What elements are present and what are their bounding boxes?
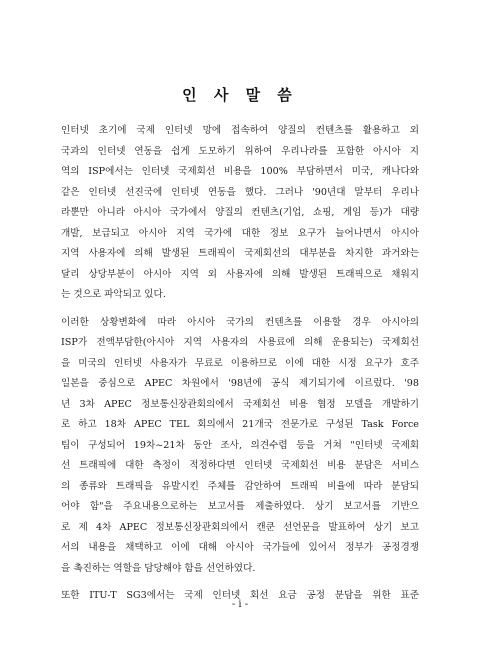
page-title: 인 사 말 씀 [182, 86, 298, 104]
text-line: 선 트래픽에 대한 측정이 적정하다면 인터넷 국제회선 비용 분담은 서비스 [61, 460, 419, 471]
text-line: 의 종류와 트래픽을 유발시킨 주체를 감안하여 트래픽 비율에 따라 분담되 [61, 480, 419, 492]
document-body [61, 121, 419, 614]
page-number: - i - [231, 599, 249, 610]
text-line: 서의 내용을 채택하고 이에 대해 아시아 국가들에 있어서 정부가 공정경쟁 [61, 542, 419, 553]
text-line: 팀이 구성되어 19차~21차 동안 조사, 의견수렴 등을 거쳐 "인터넷 국제회 [61, 439, 419, 451]
text-line: 역의 ISP에서는 인터넷 국제회선 비용을 100% 부담하면서 미국, 캐나다와 [61, 166, 419, 177]
text-line: 일본을 중심으로 APEC 차원에서 '98년에 공식 제기되기에 이르렀다. '98 [61, 378, 419, 389]
text-line: 같은 인터넷 선진국에 인터넷 연동을 했다. 그러나 '90년대 말부터 우리나 [61, 186, 419, 198]
text-line: 어야 함"을 주요내용으로하는 보고서를 제출하였다. 상기 보고서를 기반으 [61, 501, 419, 512]
text-line: 이러한 상황변화에 따라 아시아 국가의 컨텐츠를 이용할 경우 아시아의 [61, 316, 419, 328]
text-line: 을 미국의 인터넷 사용자가 무료로 이용하므로 이에 대한 시정 요구가 호주 [61, 357, 419, 369]
paragraph-1 [61, 121, 419, 306]
text-line: 지역 사용자에 의해 발생된 트래픽이 국제회선의 대부분을 차지한 과거와는 [61, 248, 419, 259]
text-line: 국과의 인터넷 연동을 쉽게 도모하기 위하여 우리나라를 포함한 아시아 지 [61, 145, 419, 157]
text-line: 개발, 보급되고 아시아 지역 국가에 대한 정보 요구가 늘어나면서 아시아 [61, 227, 419, 239]
text-line: 달리 상당부분이 아시아 지역 외 사용자에 의해 발생된 트래픽으로 채워지 [61, 268, 419, 280]
paragraph-2 [61, 313, 419, 580]
text-line: ISP가 전액부담한(아시아 지역 사용자의 사용료에 의해 운용되는) 국제회선 [61, 337, 419, 348]
text-line: 는 것으로 파악되고 있다. [61, 289, 166, 300]
text-line: 로 하고 18차 APEC TEL 회의에서 21개국 전문가로 구성된 Task Force [61, 419, 419, 430]
text-line: 또한 ITU-T SG3에서는 국제 인터넷 회선 요금 공정 분담을 위한 표준 [61, 590, 419, 601]
text-line: 을 촉진하는 역할을 담당해야 함을 선언하였다. [61, 562, 256, 574]
text-line: 인터넷 초기에 국제 인터넷 망에 접속하여 양질의 컨텐츠를 활용하고 외 [61, 125, 419, 136]
text-line: 로 제 4차 APEC 정보통신장관회의에서 캔쿤 선언문을 발표하여 상기 보고 [61, 521, 419, 533]
text-line: 라뿐만 아니라 아시아 국가에서 양질의 컨텐츠(기업, 쇼핑, 게임 등)가 대량 [61, 207, 419, 218]
text-line: 년 3차 APEC 정보통신장관회의에서 국제회선 비용 협정 모델을 개발하기 [61, 398, 419, 410]
